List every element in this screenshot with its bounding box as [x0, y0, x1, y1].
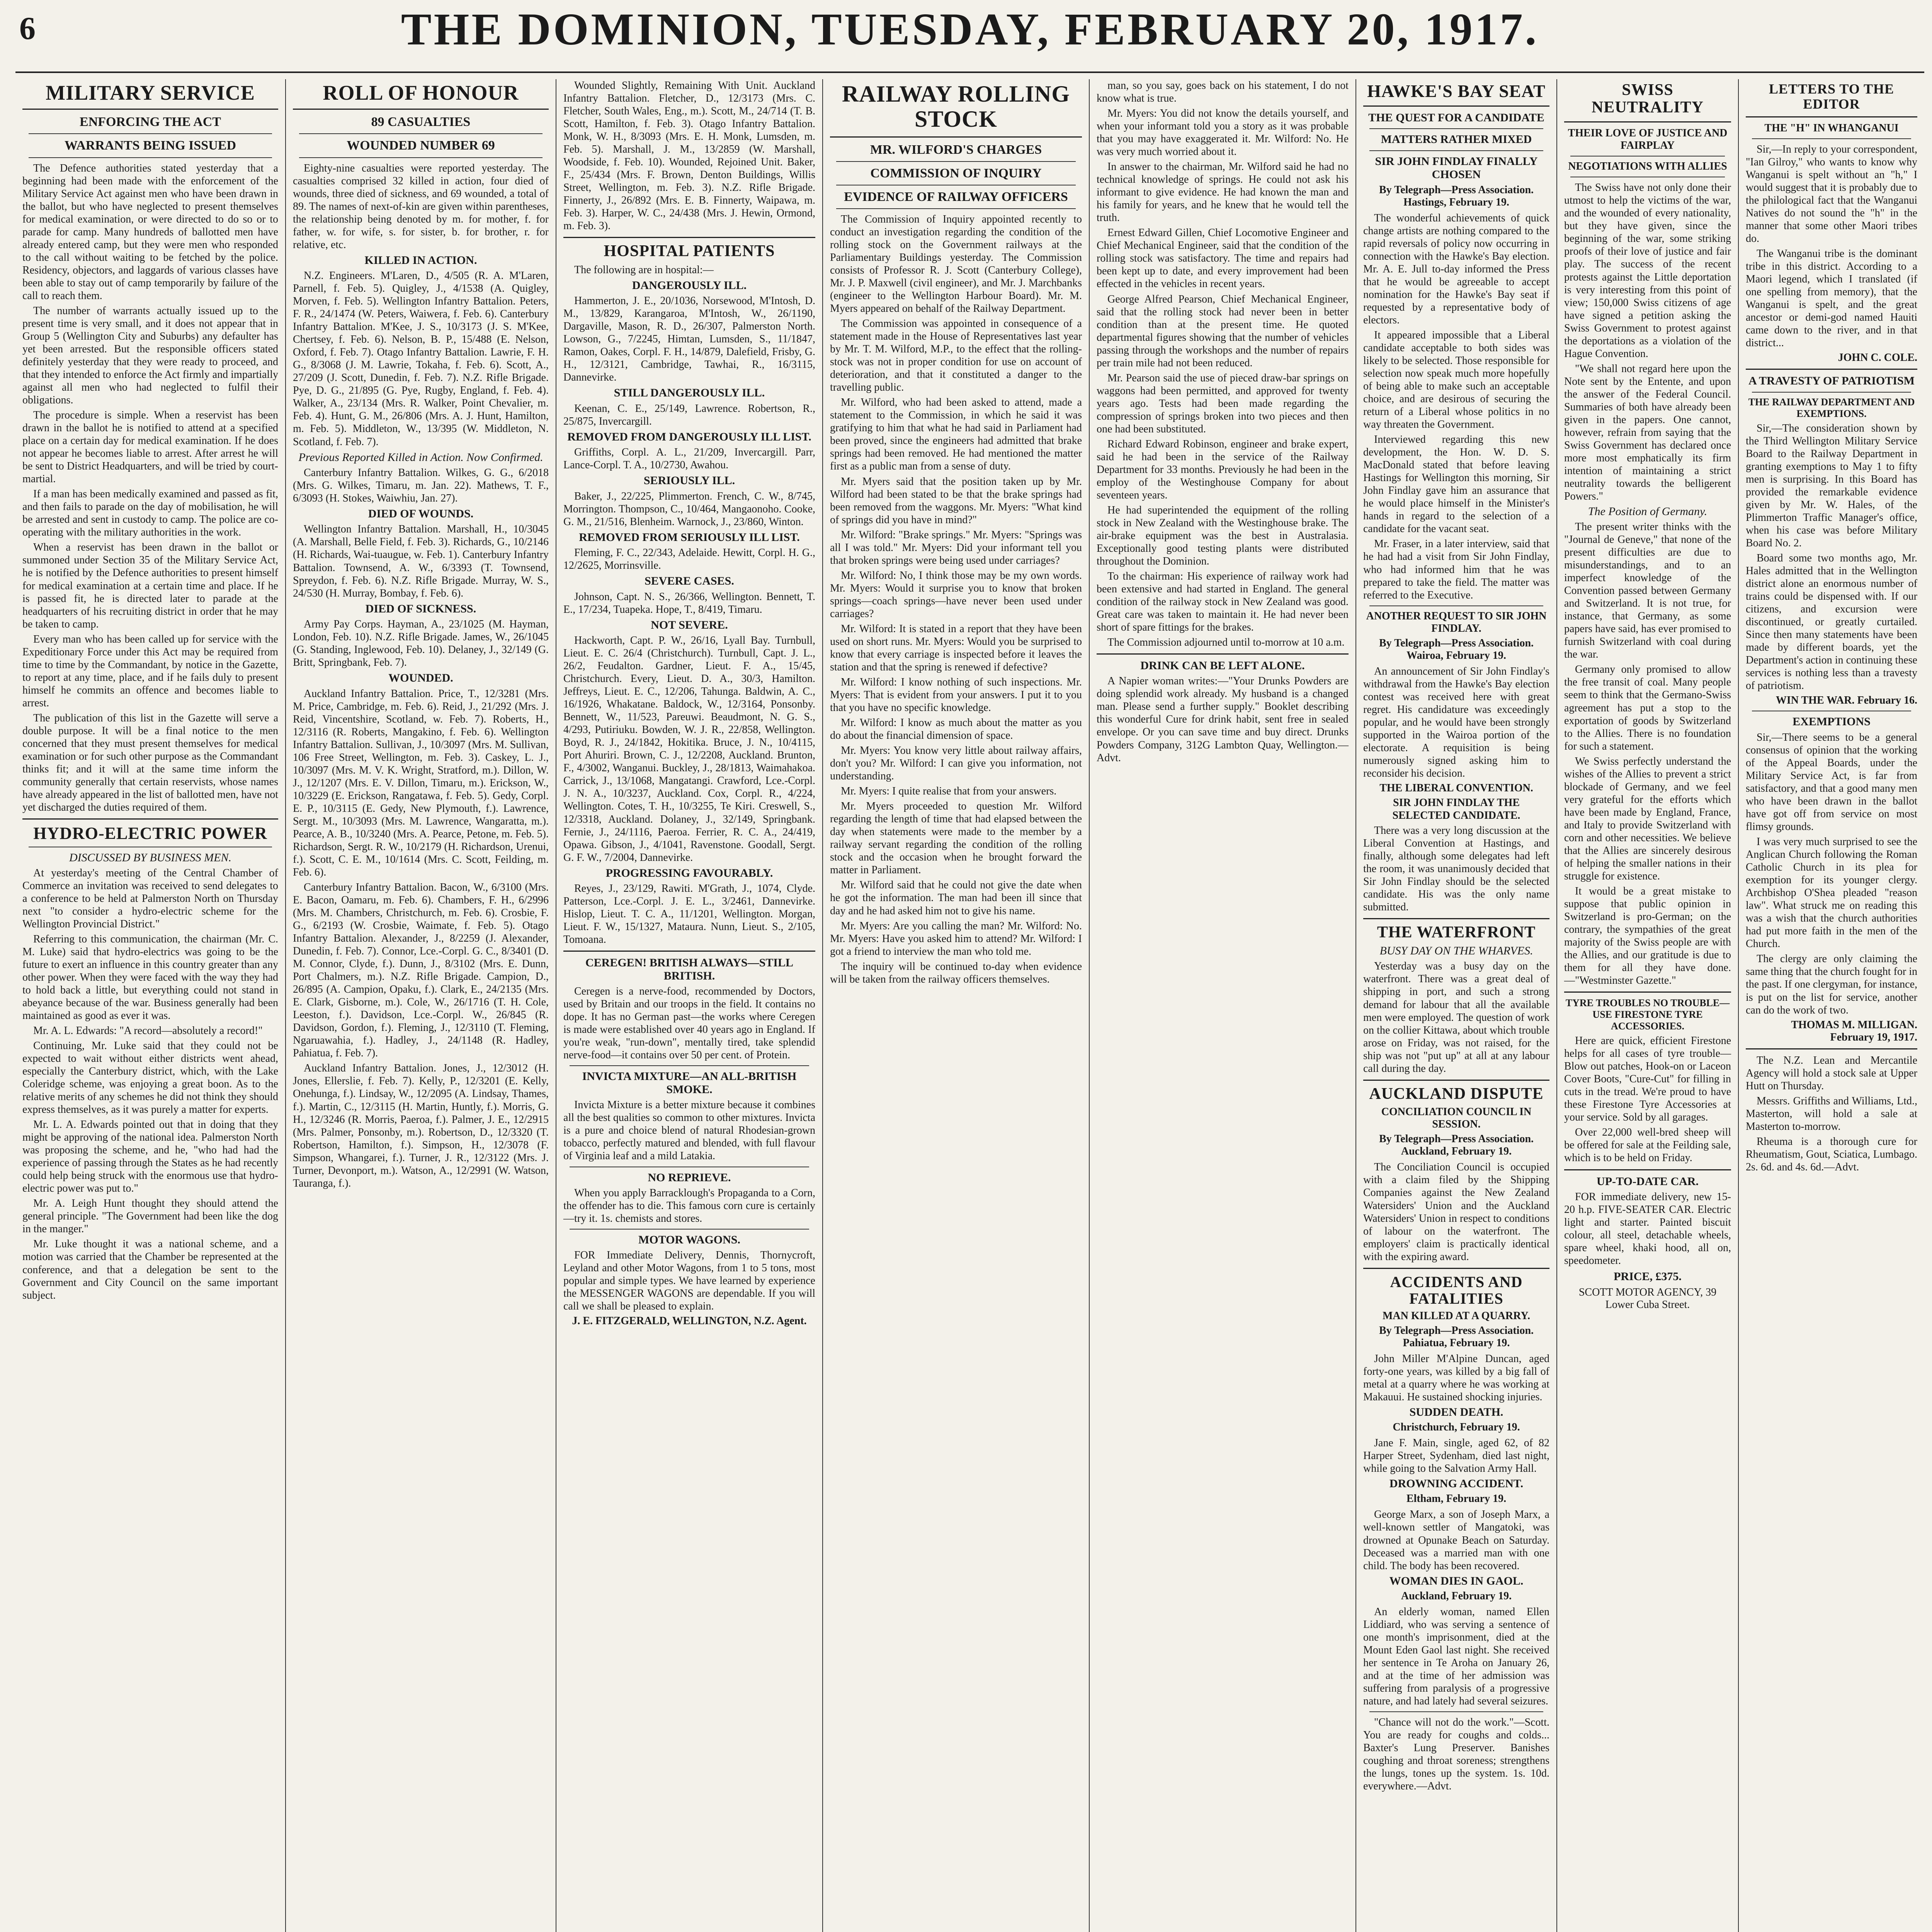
subhead-wounded-number: WOUNDED NUMBER 69	[347, 138, 495, 153]
masthead	[15, 0, 1924, 73]
letter-signature: WIN THE WAR. February 16.	[1776, 694, 1917, 707]
divider	[293, 109, 549, 110]
paragraph: When a reservist has been drawn in the ballot or summoned under Section 35 of the Military Service Act, he is notified by the Defence authorities to present himself for medical examination at a certain time and place. If he is passed fit, he is directed later to parade at the headquarters of his recruiting district in order that he may be taken to camp.	[22, 541, 278, 630]
paragraph: The Wanganui tribe is the dominant tribe in this district. According to a Maori legend, which I translated (if one spelling from memory), that the Wanganui is spelt, and the great ancestor or demi-god named Hauiti came down to the river, and in that district...	[1746, 248, 1917, 349]
paragraph: When you apply Barracklough's Propaganda to a Corn, the offender has to die. This famous corn cure is certainly—try it. 1s. chemists and stores.	[563, 1187, 815, 1225]
paragraph: Continuing, Mr. Luke said that they could not be expected to wait without either districts went ahead, especially the Canterbury district, which, with the Lake Coleridge scheme, was enjoying a great boon. As to the relative merits of any schemes he did not think they should express themselves, as it was purely a matter for experts.	[22, 1039, 278, 1116]
paragraph: The present writer thinks with the "Journal de Geneve," that none of the present difficulties are due to misunderstandings, and to an imperfect knowledge of the Convention passed between Germany and Switzerland. It is not true, for instance, that Germany, as some papers have said, has ever promised to furnish Switzerland with coal during the war.	[1564, 521, 1731, 661]
newspaper-title: THE DOMINION, TUESDAY, FEBRUARY 20, 1917.	[401, 4, 1539, 54]
divider	[1369, 1711, 1543, 1712]
paragraph: Reyes, J., 23/129, Rawiti. M'Grath, J., 1074, Clyde. Patterson, Lce.-Corpl. J. E. L., 3/2461, Dannevirke. Hislop, Lieut. T. C. A., 11/1201, Wellington. Morgan, Lieut. F. W., 15/1327, Mataura. Nunn, Lieut. S., 2/105, Tomoana.	[563, 883, 815, 946]
paragraph: "We shall not regard here upon the Note sent by the Entente, and upon the answer of the Federal Council. Summaries of both have already been given in the papers. One cannot, however, refrain from saying that the Swiss Government has declared once more most emphatically its firm intention of maintaining a strict neutrality towards the belligerent Powers."	[1564, 362, 1731, 503]
paragraph: If a man has been medically examined and passed as fit, and then fails to parade on the day of mobilisation, he will be arrested and sent in custody to camp. The police are co-operating with the military authorities in the work.	[22, 488, 278, 539]
headline-hawkes-bay-seat: HAWKE'S BAY SEAT	[1367, 81, 1546, 101]
letter-signature: JOHN C. COLE.	[1838, 352, 1917, 364]
paragraph: Ernest Edward Gillen, Chief Locomotive Engineer and Chief Mechanical Engineer, said that the condition of the rolling stock was satisfactory. The time and repairs had been kept up to date, and every improvement had been effected in the vehicles in recent years.	[1097, 227, 1349, 290]
subhead-sudden-death: SUDDEN DEATH.	[1409, 1406, 1503, 1419]
paragraph: Sir,—In reply to your correspondent, "Ian Gilroy," who wants to know why Wanganui is spelt without an "h," I would suggest that it is probably due to the philological fact that the Wanganui Natives do not sound the "h" in the manner that some other Maori tribes do.	[1746, 143, 1917, 245]
subhead-wilford-charges: MR. WILFORD'S CHARGES	[870, 142, 1042, 157]
headline-accidents: ACCIDENTS AND FATALITIES	[1390, 1273, 1523, 1307]
paragraph: The Commission was appointed in consequence of a statement made in the House of Representatives last year by Mr. T. M. Wilford, M.P., to the effect that the rolling-stock was not in proper condition for use on account of deterioration, and that it constituted a danger to the travelling public.	[830, 318, 1082, 394]
section-previous: Previous Reported Killed in Action. Now Confirmed.	[298, 451, 543, 464]
subhead-conciliation: CONCILIATION COUNCIL IN SESSION.	[1381, 1106, 1532, 1131]
paragraph: The Defence authorities stated yesterday that a beginning had been made with the enforcement of the Military Service Act against men who have been drawn in the ballot, but who have neglected to present themselves for medical examination, or were directed to do so or to parade for camp. Many hundreds of ballotted men have already entered camp, but they were men who responded to the call without waiting to be fetched by the police. Residency, objectors, and laggards of various classes have been able to stay out of camp temporarily by failure of the call to reach them.	[22, 162, 278, 302]
paragraph: Griffiths, Corpl. A. L., 21/209, Invercargill. Parr, Lance-Corpl. T. A., 10/2730, Awahou.	[563, 446, 815, 471]
divider	[1564, 121, 1731, 122]
paragraph: We Swiss perfectly understand the wishes of the Allies to prevent a strict blockade of Germany, and we feel very grateful for the efforts which have been made by England, France, and Italy to provide Switzerland with corn and other necessities. We believe that the Allies are sincerely desirous of helping the smaller nations in their struggle for existence.	[1564, 755, 1731, 882]
paragraph: Referring to this communication, the chairman (Mr. C. M. Luke) said that hydro-electrics was going to be the future to exert an influence in this country greater than any other power. When they were faced with the way they had to hold back a little, but everything could not stand in abeyance because of the war. Business generally had been maintained as good as ever it was.	[22, 933, 278, 1022]
dateline: Christchurch, February 19.	[1393, 1421, 1520, 1434]
paragraph: N.Z. Engineers. M'Laren, D., 4/505 (R. A. M'Laren, Parnell, f. Feb. 5). Quigley, J., 4/1538 (A. Quigley, Morven, f. Feb. 5). Wellington Infantry Battalion. Peters, F. R., 24/1474 (W. Peters, Waiwera, f. Feb. 6). Canterbury Infantry Battalion. M'Kee, J. S., 10/3173 (J. S. M'Kee, Chertsey, f. Feb. 6). Nelson, B. P., 15/488 (E. Nelson, Oxford, f. Feb. 7). Otago Infantry Battalion. Lawrie, F. H. G., 8/3068 (J. M. Lawrie, Tokaha, f. Feb. 6). Scott, A., 27/209 (J. Scott, Dunedin, f. Feb. 7). N.Z. Rifle Brigade. Pye, D. G., 21/895 (G. Pye, Rugby, England, f. Feb. 4). Walker, A., 23/134 (Mrs. R. Walker, Point Chevalier, m. Feb. 4). Hunt, G. M., 26/806 (Mrs. A. J. Hunt, Hamilton, m. Feb. 5). Middleton, W., 13/395 (W. Middleton, N. Scotland, f. Feb. 7).	[293, 270, 549, 448]
letter-body	[1746, 143, 1917, 350]
paragraph: Mr. Myers proceeded to question Mr. Wilford regarding the length of time that had elapsed between the day when statements were made to the member by a railway servant regarding the condition of the rolling stock and the occasion when he brought forward the matter in Parliament.	[830, 800, 1082, 876]
dateline: Auckland, February 19.	[1401, 1590, 1512, 1602]
column-roll-of-honour	[286, 79, 556, 1932]
headline-hydro-electric: HYDRO-ELECTRIC POWER	[33, 824, 267, 843]
divider	[570, 1065, 809, 1066]
paragraph: Mr. Wilford: No, I think those may be my own words. Mr. Myers: Would it surprise you to know that broken springs—coach springs—have never been used under carriages?	[830, 569, 1082, 620]
paragraph: An announcement of Sir John Findlay's withdrawal from the Hawke's Bay election contest was received here with great regret. His candidature was exceedingly popular, and he would have been strongly supported in the Wairoa portion of the electorate. A requisition is being numerously signed asking him to reconsider his decision.	[1363, 665, 1549, 780]
divider	[1746, 116, 1917, 117]
column-railway-cont	[1090, 79, 1356, 1932]
paragraph: Mr. Wilford said that he could not give the date when he got the information. The man had been ill since that day and he had asked him not to give his name.	[830, 879, 1082, 917]
ad-motor-wagons-title: MOTOR WAGONS.	[638, 1233, 740, 1246]
paragraph: Board some two months ago, Mr. Hales admitted that in the Wellington district alone an enormous number of trains could be dispensed with. If our citizens, and excursion were discontinued, or greatly curtailed. Since then many statements have been made by different boards, yet the Department's action in continuing these services is nothing less than a travesty of patriotism.	[1746, 552, 1917, 692]
paragraph: Sir,—There seems to be a general consensus of opinion that the working of the Appeal Boards, under the Military Service Act, is far from satisfactory, and that a good many men who have been drawn in the ballot have got off from service on most flimsy grounds.	[1746, 731, 1917, 833]
paragraph: It would be a great mistake to suppose that public opinion in Switzerland is pro-German; on the contrary, the sympathies of the great majority of the Swiss people are with the Allies, and our gratitude is due to them for all they have done.—"Westminster Gazette."	[1564, 885, 1731, 987]
paragraph: In answer to the chairman, Mr. Wilford said he had no technical knowledge of springs. He could not ask his informant to give evidence. He had known the man and his family for years, and he knew that he would tell the truth.	[1097, 161, 1349, 224]
article-body	[1363, 1605, 1549, 1708]
paragraph: I was very much surprised to see the Anglican Church following the Roman Catholic Church in its plea for exemption for its younger clergy. Archbishop O'Shea pleaded "reason law". What struck me on reading this was a wish that the church authorities had put more faith in the men of the Church.	[1746, 836, 1917, 950]
subhead-warrants: WARRANTS BEING ISSUED	[64, 138, 236, 153]
subhead-casualties: 89 CASUALTIES	[371, 115, 471, 129]
divider	[29, 133, 272, 134]
divider	[1097, 653, 1349, 655]
ad-motor-wagons	[563, 1249, 815, 1313]
ad-invicta	[563, 1099, 815, 1162]
paragraph: Hammerton, J. E., 20/1036, Norsewood, M'Intosh, D. M., 13/829, Karangaroa, M'Intosh, W., 26/1190, Dargaville, Mason, R. D., 26/307, Palmerston North. Lowson, G., 7/2245, Himtan, Lumsden, S., 11/1847, Ramon, Oakes, Corpl. F. H., 14/879, Dalefield, Frisby, G. H., 12/3121, Cambridge, Tawhai, R., 16/3115, Dannevirke.	[563, 295, 815, 384]
article-body	[1363, 824, 1549, 913]
divider	[563, 951, 815, 952]
paragraph: Keenan, C. E., 25/149, Lawrence. Robertson, R., 25/875, Invercargill.	[563, 402, 815, 427]
dateline: By Telegraph—Press Association. Auckland, February 19.	[1379, 1133, 1534, 1158]
article-body	[1363, 960, 1549, 1075]
divider	[570, 1229, 809, 1230]
subhead-selected-candidate: SIR JOHN FINDLAY THE SELECTED CANDIDATE.	[1392, 797, 1520, 821]
paragraph: Wellington Infantry Battalion. Marshall, H., 10/3045 (A. Marshall, Belle Field, f. Feb. 3). Richards, G., 10/2146 (H. Richards, Wai-tuaugue, w. Feb. 1). Canterbury Infantry Battalion. Townsend, A. W., 6/3393 (T. Townsend, Spreydon, f. Feb. 6). N.Z. Rifle Brigade. Murray, W. S., 24/530 (H. Murray, Bombay, f. Feb. 6).	[293, 523, 549, 599]
columns	[15, 79, 1924, 1932]
paragraph: The clergy are only claiming the same thing that the church fought for in the past. If one clergyman, for instance, is put on the list for service, another can do the work of two.	[1746, 953, 1917, 1016]
subhead-busy-day: BUSY DAY ON THE WHARVES.	[1379, 944, 1533, 957]
ad-car	[1564, 1190, 1731, 1267]
section-removed-serious: REMOVED FROM SERIOUSLY ILL LIST.	[579, 531, 800, 544]
paragraph: Baker, J., 22/225, Plimmerton. French, C. W., 8/745, Morrington. Thompson, C., 10/464, Mangaonoho. Cooke, G. M., 21/516, Blenheim. Warnock, J., 23/860, Winton.	[563, 490, 815, 528]
headline-swiss-neutrality: SWISS NEUTRALITY	[1591, 81, 1704, 117]
article-body	[1564, 181, 1731, 503]
subhead-evidence: EVIDENCE OF RAILWAY OFFICERS	[844, 189, 1068, 204]
divider	[1369, 128, 1543, 129]
paragraph: The Commission of Inquiry appointed recently to conduct an investigation regarding the condition of the rolling stock on the Government railways at the Parliamentary Buildings yesterday. The Commission consists of Professor R. J. Scott (Canterbury College), Mr. J. P. Maxwell (civil engineer), and Mr. J. Marchbanks (engineer to the Wellington Harbour Board). Mr. M. Myers appeared on behalf of the Railway Department.	[830, 213, 1082, 315]
ad-motor-wagons-signature: J. E. FITZGERALD, WELLINGTON, N.Z. Agent.	[572, 1315, 807, 1327]
subhead-woman-gaol: WOMAN DIES IN GAOL.	[1389, 1574, 1524, 1587]
divider	[1369, 150, 1543, 151]
divider	[1752, 392, 1911, 393]
subhead-enforcing-act: ENFORCING THE ACT	[80, 115, 221, 129]
paragraph: FOR immediate delivery, new 15-20 h.p. FIVE-SEATER CAR. Electric light and starter. Painted biscuit colour, all steel, detachable wheels, spare wheel, khaki hood, all on, speedometer.	[1564, 1190, 1731, 1267]
article-body	[1097, 79, 1349, 649]
article-body	[1363, 1352, 1549, 1403]
paragraph: Every man who has been called up for service with the Expeditionary Force under this Act may be required from time to time by the Commandant, by notice in the Gazette, to report at any time, place, and if he fails duly to present himself he commits an offence and becomes liable to arrest.	[22, 633, 278, 709]
section-seriously-ill: SERIOUSLY ILL.	[643, 474, 735, 487]
paragraph: Mr. L. A. Edwards pointed out that in doing that they might be approving of the national idea. Palmerston North was proposing the scheme, and he, "who had had the experience of passing through the States as he had recently could help being struck with the enormous use that hydro-electric power was put to."	[22, 1119, 278, 1195]
paragraph: Wounded Slightly, Remaining With Unit. Auckland Infantry Battalion. Fletcher, D., 12/3173 (Mrs. C. Fletcher, South Wales, Eng., m.). Scott, M., 24/714 (T. B. Scott, Hamilton, f. Feb. 3). Otago Infantry Battalion. Monk, W. H., 8/3093 (Mrs. E. H. Monk, Lumsden, m. Feb. 5). Marshall, J. M., 13/2859 (W. Marshall, Woodside, f. Feb. 10). Wounded, Rejoined Unit. Baker, F., 25/434 (Mrs. F. Brown, Denton Buildings, Willis Street, Wellington, m. Feb. 3). N.Z. Rifle Brigade. Finnerty, J., 26/892 (Mrs. E. B. Finnerty, Waipawa, m. Feb. 3). Harper, W. C., 24/438 (Mrs. J. Hewin, Ormond, m. Feb. 3).	[563, 80, 815, 232]
dateline: Eltham, February 19.	[1406, 1493, 1507, 1505]
subhead-railway-exemptions: THE RAILWAY DEPARTMENT AND EXEMPTIONS.	[1748, 396, 1915, 419]
paragraph: There was a very long discussion at the Liberal Convention at Hastings, and finally, although some delegates had left the room, it was unanimously decided that Sir John Findlay should be the selected candidate. His was the only name submitted.	[1363, 824, 1549, 913]
article-body	[1363, 1161, 1549, 1263]
dateline: By Telegraph—Press Association. Hastings, February 19.	[1379, 184, 1534, 208]
divider	[299, 133, 543, 134]
headline-waterfront: THE WATERFRONT	[1377, 923, 1536, 942]
paragraph: Johnson, Capt. N. S., 26/366, Wellington. Bennett, T. E., 17/234, Tuapeka. Hope, T., 8/419, Timaru.	[563, 590, 815, 616]
ad-no-reprieve	[563, 1187, 815, 1225]
article-body	[22, 162, 278, 814]
subhead-quest: THE QUEST FOR A CANDIDATE	[1368, 111, 1544, 124]
ad-drink	[1097, 675, 1349, 764]
divider	[1746, 1048, 1917, 1049]
divider	[1363, 918, 1549, 919]
section-not-severe: NOT SEVERE.	[651, 618, 728, 631]
notices	[1746, 1054, 1917, 1173]
paragraph: Mr. Wilford: I know nothing of such inspections. Mr. Myers: That is evident from your answers. I put it to you that you have no specific knowledge.	[830, 676, 1082, 714]
paragraph: The procedure is simple. When a reservist has been drawn in the ballot he is notified to attend at a specified place on a certain day for medical examination. If he does not appear he becomes liable to arrest. After arrest he will be sent to District Headquarters, and will be tried by court-martial.	[22, 409, 278, 485]
article-body	[22, 867, 278, 1302]
paragraph: It appeared impossible that a Liberal candidate acceptable to both sides was likely to be selected. Those responsible for selection now speak much more hopefully of being able to make such an acceptable choice, and are desirous of securing the return of a Liberal whose politics in no way threaten the Government.	[1363, 329, 1549, 431]
paragraph: He had superintended the equipment of the rolling stock in New Zealand with the Westinghouse brake. The air-brake equipment was the best in Australasia. Exceptionally good testing plants were distributed throughout the Dominion.	[1097, 504, 1349, 568]
paragraph: Canterbury Infantry Battalion. Bacon, W., 6/3100 (Mrs. E. Bacon, Oamaru, m. Feb. 6). Chambers, F. H., 6/2996 (Mrs. M. Chambers, Christchurch, m. Feb. 6). Crosbie, F. G., 6/2193 (W. Crosbie, Waimate, f. Feb. 5). Otago Infantry Battalion. Alexander, J., 8/2259 (J. Alexander, Dunedin, f. Feb. 7). Connor, Lce.-Corpl. G. C., 8/3401 (D. M. Connor, Clyde, f.). Dunn, J., 8/3102 (Mrs. E. Dunn, Port Chalmers, m.). N.Z. Rifle Brigade. Campion, D., 26/895 (A. Campion, Opaku, f.). Clark, E., 24/2135 (Mrs. E. Clark, Gisborne, m.). Cole, W., 26/1716 (T. H. Cole, Leeston, f.). Davidson, Lce.-Corpl. W., 26/845 (R. Davidson, Gordon, f.). Fleming, J., 12/3110 (T. Fleming, Ngaruawahia, f.). Hadley, J., 24/1148 (R. Hadley, Pahiatua, f. Feb. 7).	[293, 881, 549, 1060]
ad-car-agency: SCOTT MOTOR AGENCY, 39 Lower Cuba Street.	[1578, 1286, 1717, 1311]
headline-military-service: MILITARY SERVICE	[46, 81, 255, 104]
divider	[22, 109, 278, 110]
paragraph: Rheuma is a thorough cure for Rheumatism, Gout, Sciatica, Lumbago. 2s. 6d. and 4s. 6d.—Advt.	[1746, 1135, 1917, 1173]
subhead-findlay-chosen: SIR JOHN FINDLAY FINALLY CHOSEN	[1375, 155, 1538, 181]
column-military	[15, 79, 286, 1932]
divider	[1369, 605, 1543, 606]
paragraph: Mr. Myers: You know very little about railway affairs, don't you? Mr. Wilford: I can give you information, not understanding.	[830, 745, 1082, 782]
paragraph: Richard Edward Robinson, engineer and brake expert, said he had been in the service of the Railway Department for 33 months. Previously he had been in the employ of the Westinghouse Company for about seventeen years.	[1097, 438, 1349, 501]
paragraph: Auckland Infantry Battalion. Jones, J., 12/3012 (H. Jones, Ellerslie, f. Feb. 7). Kelly, P., 12/3201 (E. Kelly, Onehunga, f.). Lindsay, W., 12/2095 (A. Lindsay, Thames, f.). Martin, C., 12/3115 (H. Martin, Huntly, f.). Morris, G. H., 12/3246 (R. Morris, Paeroa, f.). Palmer, J. E., 12/2915 (Mrs. Palmer, Ponsonby, m.). Robertson, D., 12/3320 (T. Robertson, Hamilton, f.). Simpson, H., 12/3078 (F. Simpson, Whangarei, f.). Turner, J. R., 12/3122 (Mrs. J. Turner, Devonport, m.). Watson, A., 12/2991 (W. Watson, Tauranga, f.).	[293, 1062, 549, 1189]
headline-railway-rolling-stock: RAILWAY ROLLING STOCK	[842, 81, 1070, 132]
ad-firestone	[1564, 1034, 1731, 1164]
paragraph: The inquiry will be continued to-day when evidence will be taken from the railway officers themselves.	[830, 960, 1082, 985]
divider	[1564, 992, 1731, 993]
divider	[29, 157, 272, 158]
section-removed: REMOVED FROM DANGEROUSLY ILL LIST.	[567, 430, 811, 443]
paragraph: Fleming, F. C., 22/343, Adelaide. Hewitt, Corpl. H. G., 12/2625, Morrinsville.	[563, 547, 815, 572]
paragraph: The following are in hospital:—	[574, 264, 714, 276]
paragraph: Mr. Myers: I quite realise that from your answers.	[841, 785, 1057, 798]
paragraph: Mr. Fraser, in a later interview, said that he had had a visit from Sir John Findlay, who had informed him that he was prepared to take the field. The matter was referred to the Executive.	[1363, 538, 1549, 601]
paragraph: At yesterday's meeting of the Central Chamber of Commerce an invitation was received to send delegates to a conference to be held at Palmerston North on Thursday next "to consider a hydro-electric scheme for the Wellington Provincial District."	[22, 867, 278, 930]
paragraph: Mr. Myers: You did not know the details yourself, and when your informant told you a story as it was probable that you may have exaggerated it. Mr. Wilford: No. He was very much worried about it.	[1097, 107, 1349, 158]
divider	[836, 208, 1076, 209]
headline-exemptions: EXEMPTIONS	[1793, 715, 1871, 728]
paragraph: Mr. Wilford, who had been asked to attend, made a statement to the Commission, in which he said it was gratifying to him that what he had said in Parliament had been proved, since the engineers had admitted that brake springs had been removed. He had mentioned the matter first as a public man from a sense of duty.	[830, 396, 1082, 473]
dateline: By Telegraph—Press Association. Wairoa, February 19.	[1379, 637, 1534, 662]
dateline: By Telegraph—Press Association. Pahiatua, February 19.	[1379, 1325, 1534, 1349]
section-dangerously-ill: DANGEROUSLY ILL.	[632, 279, 747, 292]
hospital-lists	[563, 264, 815, 946]
paragraph: Mr. A. L. Edwards: "A record—absolutely a record!"	[33, 1024, 263, 1037]
headline-roll-of-honour: ROLL OF HONOUR	[323, 81, 519, 104]
paragraph: Sir,—The consideration shown by the Third Wellington Military Service Board to the Railway Department in granting exemptions to May 1 to fifty men is surprising. In this Board has provided the remarkable evidence given by Mr. W. Hales, of the Plimmerton Traffic Manager's office, when his case was before Military Board No. 2.	[1746, 422, 1917, 549]
paragraph: George Alfred Pearson, Chief Mechanical Engineer, said that the rolling stock had never been in better condition than at the present time. He quoted departmental figures showing that the number of vehicles passing through the workshops and the number of repairs per train mile had not been reduced.	[1097, 293, 1349, 369]
paragraph: Mr. Wilford: "Brake springs." Mr. Myers: "Springs was all I was told." Mr. Myers: Did your informant tell you that broken springs were being used under carriages?	[830, 529, 1082, 566]
paragraph: Mr. Pearson said the use of pieced draw-bar springs on waggons had been permitted, and approved for twenty years ago. Tests had been made regarding the compression of springs broken into two pieces and then one had been substituted.	[1097, 372, 1349, 435]
headline-letters-to-editor: LETTERS TO THE EDITOR	[1769, 81, 1895, 112]
paragraph: Ceregen is a nerve-food, recommended by Doctors, used by Britain and our troops in the field. It contains no dope. It has no German past—the works where Ceregen is made were established over 40 years ago in England. If you're weak, "run-down", mentally tired, take splendid nerve-food—it contains over 50 per cent. of Protein.	[563, 985, 815, 1061]
paragraph: Canterbury Infantry Battalion. Wilkes, G. G., 6/2018 (Mrs. G. Wilkes, Timaru, m. Jan. 22). Mathews, T. F., 6/3093 (H. Stokes, Waiwhiu, Jan. 27).	[293, 466, 549, 504]
subhead-position-germany: The Position of Germany.	[1588, 505, 1708, 518]
subhead-mixed: MATTERS RATHER MIXED	[1381, 133, 1532, 146]
paragraph: The number of warrants actually issued up to the present time is very small, and it does not appear that in Group 5 (Wellington City and Suburbs) any defaulter has yet been arrested. But the responsible officers stated definitely yesterday that they were ready to proceed, and that they intended to enforce the Act firmly and impartially against all men who had neglected to fulfil their obligations.	[22, 304, 278, 406]
paragraph: Auckland Infantry Battalion. Price, T., 12/3281 (Mrs. M. Price, Cambridge, m. Feb. 6). Reid, J., 21/292 (Mrs. J. Reid, Vincentshire, Scotland, w. Feb. 7). Roberts, H., 12/3116 (R. Roberts, Mangakino, f. Feb. 6). Wellington Infantry Battalion. Sullivan, J., 10/3097 (Mrs. M. Sullivan, 106 Free Street, Wellington, m. Feb. 3). Caskey, L. J., 10/3097 (Mrs. M. V. K. Wright, Stratford, m.). Dillon, W. J., 12/1207 (Mrs. E. V. Dillon, Timaru, m.). Erickson, W., 10/3229 (E. Erickson, Rangatawa, f. Feb. 5). Gedy, Corpl. E. P., 10/3115 (E. Gedy, New Plymouth, f.). Lawrence, Sergt. M., 10/3093 (Mrs. M. Lawrence, Wangaratta, m.). Pearce, A. B., 10/3240 (Mrs. A. Pearce, Petone, m. Feb. 5). Richardson, Sergt. R. W., 10/2179 (H. Richardson, Urenui, f.). Scott, C. E. M., 10/1614 (Mrs. C. Scott, Feilding, m. Feb. 6).	[293, 687, 549, 878]
headline-hospital-patients: HOSPITAL PATIENTS	[604, 242, 775, 260]
subhead-h-in-whanganui: THE "H" IN WHANGANUI	[1764, 122, 1899, 134]
ad-invicta-title: INVICTA MIXTURE—AN ALL-BRITISH SMOKE.	[582, 1070, 797, 1096]
section-progressing: PROGRESSING FAVOURABLY.	[605, 866, 773, 879]
ad-car-price: PRICE, £375.	[1614, 1270, 1682, 1283]
paragraph: Germany only promised to allow the free transit of coal. Many people seem to think that the Germano-Swiss agreement has put a stop to the exportation of goods by Switzerland to the Allies. There is no foundation for such a statement.	[1564, 663, 1731, 752]
section-wounded: WOUNDED.	[388, 672, 453, 685]
ad-firestone-title: TYRE TROUBLES NO TROUBLE—USE FIRESTONE TYRE ACCESSORIES.	[1565, 997, 1730, 1032]
subhead-justice: THEIR LOVE OF JUSTICE AND FAIRPLAY	[1568, 127, 1728, 151]
paragraph: Army Pay Corps. Hayman, A., 23/1025 (M. Hayman, London, Feb. 10). N.Z. Rifle Brigade. James, W., 26/1045 (G. Standing, Inglewood, Feb. 10). Delaney, J., 32/149 (G. Britt, Springbank, Feb. 7).	[293, 618, 549, 669]
column-swiss-neutrality	[1557, 79, 1739, 1932]
paragraph: The Conciliation Council is occupied with a claim filed by the Shipping Companies against the New Zealand Watersiders' Union and the Auckland Watersiders' Union in respect to conditions of labour on the waterfront. The employers' claim is practically identical with the expiring award.	[1363, 1161, 1549, 1263]
article-body	[1363, 212, 1549, 602]
ad-lung-preserver	[1363, 1716, 1549, 1793]
divider	[1363, 1268, 1549, 1269]
letter-body	[1746, 422, 1917, 692]
paragraph: Mr. Myers: Are you calling the man? Mr. Wilford: No. Mr. Myers: Have you asked him to attend? Mr. Wilford: I got a friend to interview the man who told me.	[830, 920, 1082, 957]
paragraph: Mr. Wilford: It is stated in a report that they have been used on short runs. Mr. Myers: Would you be surprised to know that every carriage is inspected before it leaves the station and that the spring is renewed if defective?	[830, 622, 1082, 673]
article-body	[1363, 1437, 1549, 1475]
subhead-business-men: DISCUSSED BY BUSINESS MEN.	[69, 851, 231, 864]
paragraph: Over 22,000 well-bred sheep will be offered for sale at the Feilding sale, which is to be held on Friday.	[1564, 1126, 1731, 1164]
paragraph: man, so you say, goes back on his statement, I do not know what is true.	[1097, 80, 1349, 105]
paragraph: An elderly woman, named Ellen Liddiard, who was serving a sentence of one month's imprisonment, died at the Mount Eden Gaol last night. She received her sentence in Te Aroha on January 26, and at the time of her admission was suffering from paralysis of a progressive nature, and had lately had several seizures.	[1363, 1605, 1549, 1707]
column-hospital	[556, 79, 823, 1932]
ad-car-title: UP-TO-DATE CAR.	[1597, 1175, 1699, 1188]
section-killed: KILLED IN ACTION.	[364, 253, 477, 267]
paragraph: Hackworth, Capt. P. W., 26/16, Lyall Bay. Turnbull, Lieut. E. C. 26/4 (Christchurch). Turnbull, Capt. J. L., 26/2, Feudalton. Gardner, Lieut. F. A., 15/45, Christchurch. Every, Lieut. D. A., 30/3, Hamilton. Jeffreys, Lieut. E. C., 12/206, Tahunga. Baldwin, A. C., 16/1926, Whakatane. Baldock, W., 12/3164, Ponsonby. Bennett, W., 11/523, Pareuwi. Beaudmont, N. G. S., 4/293, Putiriuku. Bowden, W. J. R., 22/858, Wellington. Boyd, R. J., 24/1842, Hokitika. Bruce, J. N., 10/4115, Port Ahuriri. Brown, C. J., 12/2208, Auckland. Brunton, F., 4/3002, Wanganui. Buckley, J., 28/1813, Waimahakoa. Carrick, J., 13/1068, Mangatangi. Crawford, Lce.-Corpl. J. N. A., 10/3237, Auckland. Cox, Corpl. R., 4/224, Wellington. Cotes, T. H., 10/3255, Te Kiri. Creswell, S., 12/3318, Auckland. Dolaney, J., 32/149, Springbank. Fernie, J., 24/1116, Paeroa. Ferrier, R. C. A., 24/419, Opawa. Gibson, J., 4/1041, Ravenstone. Goodall, Sergt. G. F. W., 7/2004, Dannevirke.	[563, 634, 815, 864]
ad-ceregen-title: CEREGEN! BRITISH ALWAYS—STILL BRITISH.	[585, 956, 793, 983]
divider	[1746, 369, 1917, 370]
column-letters	[1739, 79, 1924, 1932]
paragraph: Yesterday was a busy day on the waterfront. There was a great deal of shipping in port, and such a strong demand for labour that all the available men were employed. The question of work on the collier Kittawa, about which trouble arose on Friday, was not raised, for the ship was not "put up" at all at any labour call during the day.	[1363, 960, 1549, 1075]
divider	[1363, 1080, 1549, 1081]
paragraph: The N.Z. Lean and Mercantile Agency will hold a stock sale at Upper Hutt on Thursday.	[1746, 1054, 1917, 1092]
divider	[1564, 1169, 1731, 1170]
article-body	[1363, 1508, 1549, 1572]
letter-signature: THOMAS M. MILLIGAN. February 19, 1917.	[1791, 1019, 1917, 1043]
subhead-another-request: ANOTHER REQUEST TO SIR JOHN FINDLAY.	[1366, 610, 1547, 634]
divider	[1752, 138, 1911, 139]
paragraph: Here are quick, efficient Firestone helps for all cases of tyre trouble—Blow out patches, Hook-on or Laceon Cover Boots, "Cure-Cut" for filling in cuts in the tread. We're proud to have these Firestone Tyre Accessories at your service. Sold by all garages.	[1564, 1035, 1731, 1124]
divider	[22, 818, 278, 820]
subhead-commission: COMMISSION OF INQUIRY	[870, 166, 1042, 180]
paragraph: FOR Immediate Delivery, Dennis, Thornycroft, Leyland and other Motor Wagons, from 1 to 5 tons, most popular and simple types. We have learned by experience the MESSENGER WAGONS are dependable. If you will call we shall be pleased to explain.	[563, 1249, 815, 1312]
section-died-wounds: DIED OF WOUNDS.	[368, 507, 474, 520]
divider	[563, 237, 815, 238]
page-number: 6	[19, 10, 36, 46]
ad-drink-title: DRINK CAN BE LEFT ALONE.	[1140, 659, 1305, 672]
divider	[830, 136, 1082, 138]
subhead-liberal-convention: THE LIBERAL CONVENTION.	[1379, 782, 1533, 794]
section-severe: SEVERE CASES.	[645, 575, 734, 588]
ad-ceregen	[563, 985, 815, 1061]
letter-body	[1746, 731, 1917, 1017]
section-still-dangerously-ill: STILL DANGEROUSLY ILL.	[614, 386, 765, 400]
headline-travesty: A TRAVESTY OF PATRIOTISM	[1748, 374, 1915, 388]
paragraph: Mr. A. Leigh Hunt thought they should attend the general principle. "The Government had been like the dog in the manger."	[22, 1197, 278, 1235]
paragraph: Invicta Mixture is a better mixture because it combines all the best qualities so common to other mixtures. Invicta is a pure and choice blend of natural Rhodesian-grown tobacco, perfectly matured and blended, with full flavour of Virginia leaf and a mild Latakia.	[563, 1099, 815, 1162]
paragraph: Interviewed regarding this new development, the Hon. W. D. S. MacDonald stated that before leaving Hastings for Wellington this morning, Sir John Findlay gave him an assurance that he would place himself in the Minister's hands in regard to the selection of a candidate for the vacant seat.	[1363, 434, 1549, 535]
ad-no-reprieve-title: NO REPRIEVE.	[648, 1171, 731, 1184]
subhead-drowning: DROWNING ACCIDENT.	[1389, 1477, 1524, 1490]
paragraph: Mr. Myers said that the position taken up by Mr. Wilford had been stated to be that the brake springs had been removed from the waggons. Mr. Myers: "What kind of springs did you have in mind?"	[830, 475, 1082, 526]
paragraph: A Napier woman writes:—"Your Drunks Powders are doing splendid work already. My husband is a changed man. Please send a further supply." Booklet describing this wonderful Cure for drink habit, sent free in sealed envelope. Or you can save time and buy direct. Drunks Powders Company, 312G Lambton Quay, Wellington.—Advt.	[1097, 675, 1349, 764]
paragraph: The publication of this list in the Gazette will serve a double purpose. It will be a final notice to the men concerned that they must present themselves for medical examination or for such other purpose as the Commandant thinks fit; and it will at the same time inform the community generally that certain reservists, whose names have already appeared in the list of ballotted men, have not yet discharged the duties required of them.	[22, 712, 278, 814]
article-body	[830, 213, 1082, 986]
column-hawkes-bay	[1356, 79, 1557, 1932]
paragraph: John Miller M'Alpine Duncan, aged forty-one years, was killed by a big fall of metal at a quarry where he was working at Makauui. He sustained shocking injuries.	[1363, 1353, 1549, 1403]
subhead-quarry: MAN KILLED AT A QUARRY.	[1382, 1310, 1531, 1322]
article-body	[1363, 665, 1549, 780]
paragraph: The Commission adjourned until to-morrow at 10 a.m.	[1107, 636, 1345, 649]
paragraph: To the chairman: His experience of railway work had been extensive and had started in England. The general condition of the railway stock in New Zealand was good. Great care was taken to maintain it. He had never been short of spare fittings for the brakes.	[1097, 570, 1349, 634]
paragraph: George Marx, a son of Joseph Marx, a well-known settler of Mangatoki, was drowned at Opunake Beach on Saturday. Deceased was a married man with one child. The body has been recovered.	[1363, 1509, 1549, 1572]
casualty-lists-cont	[563, 79, 815, 232]
paragraph: The wonderful achievements of quick change artists are nothing compared to the rapid reversals of policy now occurring in connection with the Hawke's Bay election. Mr. A. E. Jull to-day informed the Press that he would be agreeable to accept nomination for the Hawke's Bay seat if requested by a representative body of electors.	[1363, 212, 1549, 326]
subhead-negotiations: NEGOTIATIONS WITH ALLIES	[1568, 160, 1727, 173]
divider	[836, 161, 1076, 162]
paragraph: The Swiss have not only done their utmost to help the victims of the war, and the wounded of every nationality, but they have given, since the beginning of the war, some striking proofs of their love of justice and fair play. The success of the recent protests against the Little deportation is very interesting from this point of view; 150,000 Swiss citizens of age have signed a petition asking the Swiss Government to protest against the deportations as a violation of the Hague Convention.	[1564, 182, 1731, 360]
paragraph: Mr. Luke thought it was a national scheme, and a motion was carried that the Chamber be represented at the conference, and that a delegation be sent to the Government and City Council on the same important subject.	[22, 1238, 278, 1301]
paragraph: "Chance will not do the work."—Scott. You are ready for coughs and colds... Baxter's Lung Preserver. Banishes coughing and throat soreness; strengthens the lungs, tones up the system. 1s. 10d. everywhere.—Advt.	[1363, 1716, 1549, 1793]
paragraph: Messrs. Griffiths and Williams, Ltd., Masterton, will hold a sale at Masterton to-morrow.	[1746, 1095, 1917, 1133]
headline-auckland-dispute: AUCKLAND DISPUTE	[1369, 1085, 1544, 1103]
casualty-lists	[293, 162, 549, 1190]
article-body	[1564, 520, 1731, 987]
divider	[1363, 105, 1549, 107]
column-railway	[823, 79, 1090, 1932]
section-died-sickness: DIED OF SICKNESS.	[365, 602, 476, 615]
paragraph: Jane F. Main, single, aged 62, of 82 Harper Street, Sydenham, died last night, while going to the Salvation Army Hall.	[1363, 1437, 1549, 1475]
paragraph: Mr. Wilford: I know as much about the matter as you do about the financial dimension of space.	[830, 717, 1082, 742]
divider	[299, 157, 543, 158]
paragraph: Eighty-nine casualties were reported yesterday. The casualties comprised 32 killed in action, four died of wounds, three died of sickness, and 69 wounded, a total of 89. The names of next-of-kin are given within parentheses, the relationship being denoted by m. for mother, f. for father, w. for wife, s. for sister, b. for brother, r. for relative, etc.	[293, 162, 549, 251]
